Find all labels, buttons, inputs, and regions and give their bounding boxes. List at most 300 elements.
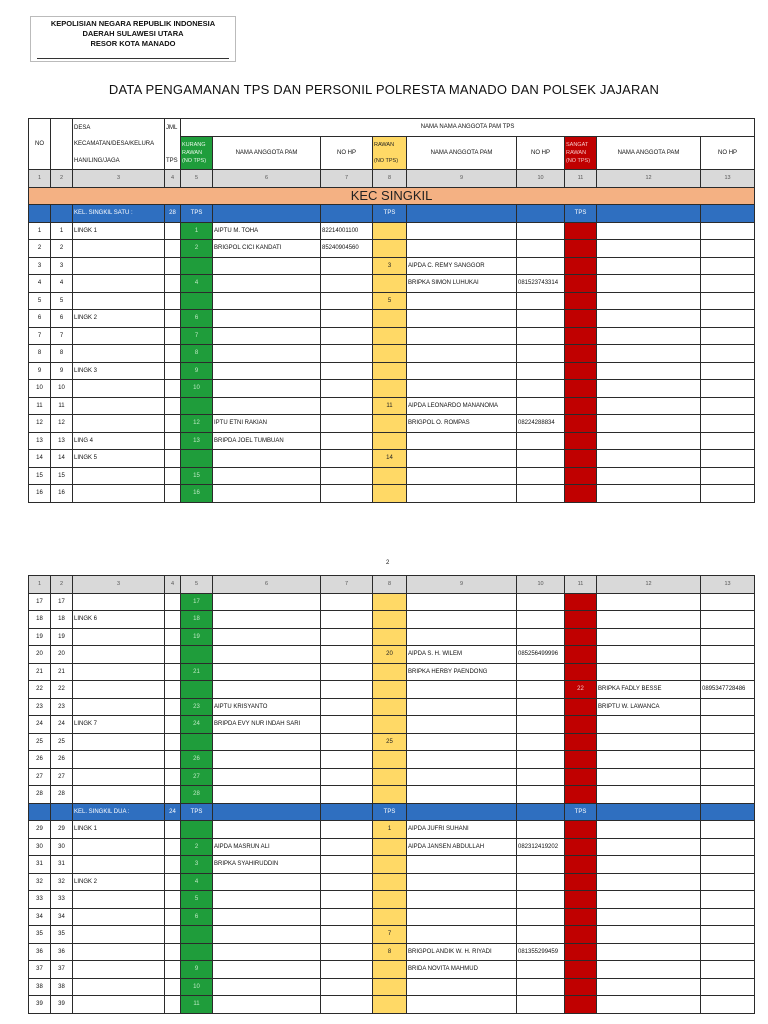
kelurahan-tps-kr: TPS bbox=[181, 803, 213, 821]
table-row bbox=[29, 327, 755, 345]
row-sangat-rawan bbox=[565, 450, 597, 468]
header-hp-3: NO HP bbox=[701, 136, 755, 170]
row-hp-1 bbox=[321, 646, 373, 664]
column-number: 8 bbox=[373, 170, 407, 188]
row-hp-3 bbox=[701, 891, 755, 909]
table-row bbox=[29, 733, 755, 751]
row-lingkungan bbox=[73, 681, 165, 699]
row-nama-1 bbox=[213, 978, 321, 996]
table-row bbox=[29, 257, 755, 275]
row-sangat-rawan bbox=[565, 240, 597, 258]
row-nama-1 bbox=[213, 467, 321, 485]
row-no: 19 bbox=[29, 628, 51, 646]
row-rawan bbox=[373, 345, 407, 363]
row-hp-1 bbox=[321, 681, 373, 699]
row-rawan bbox=[373, 275, 407, 293]
row-hp-3 bbox=[701, 751, 755, 769]
row-rawan bbox=[373, 681, 407, 699]
row-no: 28 bbox=[29, 786, 51, 804]
row-kurang-rawan: 8 bbox=[181, 345, 213, 363]
row-no: 12 bbox=[29, 415, 51, 433]
row-hp-2 bbox=[517, 681, 565, 699]
header-jml-bot: TPS bbox=[165, 153, 181, 170]
row-hp-1 bbox=[321, 768, 373, 786]
kelurahan-name: KEL. SINGKIL DUA : bbox=[73, 803, 165, 821]
row-kurang-rawan: 2 bbox=[181, 838, 213, 856]
column-number-row bbox=[29, 576, 755, 594]
header-no: NO bbox=[29, 119, 51, 170]
column-number: 5 bbox=[181, 170, 213, 188]
row-no: 34 bbox=[29, 908, 51, 926]
row-lingkungan bbox=[73, 415, 165, 433]
row-hp-1 bbox=[321, 310, 373, 328]
row-sangat-rawan bbox=[565, 943, 597, 961]
row-jml bbox=[165, 485, 181, 503]
row-nama-2 bbox=[407, 733, 517, 751]
header-nama-2: NAMA ANGGOTA PAM bbox=[407, 136, 517, 170]
row-sub-no: 12 bbox=[51, 415, 73, 433]
row-nama-1 bbox=[213, 873, 321, 891]
row-sangat-rawan bbox=[565, 873, 597, 891]
row-rawan bbox=[373, 611, 407, 629]
row-rawan bbox=[373, 856, 407, 874]
row-hp-1 bbox=[321, 838, 373, 856]
row-sub-no: 31 bbox=[51, 856, 73, 874]
row-nama-3 bbox=[597, 751, 701, 769]
row-hp-1 bbox=[321, 786, 373, 804]
row-hp-2: 08224288834 bbox=[517, 415, 565, 433]
table-row bbox=[29, 996, 755, 1014]
row-no: 33 bbox=[29, 891, 51, 909]
row-jml bbox=[165, 450, 181, 468]
row-kurang-rawan bbox=[181, 681, 213, 699]
row-no: 32 bbox=[29, 873, 51, 891]
row-hp-2 bbox=[517, 733, 565, 751]
row-nama-1 bbox=[213, 450, 321, 468]
row-hp-3 bbox=[701, 310, 755, 328]
row-rawan: 7 bbox=[373, 926, 407, 944]
row-hp-1: 85240904560 bbox=[321, 240, 373, 258]
row-hp-3 bbox=[701, 345, 755, 363]
kelurahan-jml: 24 bbox=[165, 803, 181, 821]
header-desa-top: DESA bbox=[73, 119, 165, 137]
row-lingkungan bbox=[73, 327, 165, 345]
row-lingkungan bbox=[73, 768, 165, 786]
row-nama-3 bbox=[597, 891, 701, 909]
kelurahan-name: KEL. SINGKIL SATU : bbox=[73, 205, 165, 223]
row-nama-1 bbox=[213, 628, 321, 646]
row-jml bbox=[165, 310, 181, 328]
kelurahan-blank bbox=[213, 803, 321, 821]
row-nama-3 bbox=[597, 768, 701, 786]
column-number: 8 bbox=[373, 576, 407, 594]
header-sangat-rawan: SANGAT RAWAN (NO TPS) bbox=[565, 136, 597, 170]
row-jml bbox=[165, 240, 181, 258]
row-nama-2: BRIDA NOVITA MAHMUD bbox=[407, 961, 517, 979]
row-rawan: 11 bbox=[373, 397, 407, 415]
row-lingkungan bbox=[73, 467, 165, 485]
table-row bbox=[29, 292, 755, 310]
kelurahan-tps-rw: TPS bbox=[373, 205, 407, 223]
row-hp-1: 82214001100 bbox=[321, 222, 373, 240]
row-hp-3 bbox=[701, 611, 755, 629]
row-hp-1 bbox=[321, 467, 373, 485]
row-jml bbox=[165, 961, 181, 979]
table-row bbox=[29, 943, 755, 961]
row-nama-2 bbox=[407, 310, 517, 328]
column-number: 12 bbox=[597, 576, 701, 594]
table-row bbox=[29, 240, 755, 258]
row-sub-no: 23 bbox=[51, 698, 73, 716]
letterhead-line-1: KEPOLISIAN NEGARA REPUBLIK INDONESIA bbox=[50, 19, 216, 28]
row-nama-1 bbox=[213, 327, 321, 345]
row-hp-2 bbox=[517, 628, 565, 646]
row-nama-2 bbox=[407, 611, 517, 629]
row-no: 20 bbox=[29, 646, 51, 664]
row-nama-3 bbox=[597, 873, 701, 891]
row-kurang-rawan: 4 bbox=[181, 275, 213, 293]
header-nama-3: NAMA ANGGOTA PAM bbox=[597, 136, 701, 170]
letterhead bbox=[30, 16, 236, 62]
row-hp-3 bbox=[701, 397, 755, 415]
row-no: 17 bbox=[29, 593, 51, 611]
row-jml bbox=[165, 663, 181, 681]
row-lingkungan: LINGK 1 bbox=[73, 222, 165, 240]
row-no: 30 bbox=[29, 838, 51, 856]
row-sangat-rawan bbox=[565, 961, 597, 979]
row-sub-no: 28 bbox=[51, 786, 73, 804]
row-hp-2 bbox=[517, 397, 565, 415]
row-kurang-rawan: 12 bbox=[181, 415, 213, 433]
row-nama-1 bbox=[213, 485, 321, 503]
row-nama-1 bbox=[213, 768, 321, 786]
row-nama-3 bbox=[597, 275, 701, 293]
row-sangat-rawan bbox=[565, 663, 597, 681]
column-number: 6 bbox=[213, 576, 321, 594]
row-jml bbox=[165, 415, 181, 433]
row-no: 29 bbox=[29, 821, 51, 839]
row-sangat-rawan bbox=[565, 891, 597, 909]
row-hp-3 bbox=[701, 485, 755, 503]
row-nama-3 bbox=[597, 611, 701, 629]
row-hp-2 bbox=[517, 485, 565, 503]
row-hp-1 bbox=[321, 891, 373, 909]
row-hp-1 bbox=[321, 380, 373, 398]
row-nama-1: BRIPDA EVY NUR INDAH SARI bbox=[213, 716, 321, 734]
row-kurang-rawan: 1 bbox=[181, 222, 213, 240]
row-no: 18 bbox=[29, 611, 51, 629]
table-row bbox=[29, 485, 755, 503]
row-nama-2: BRIGPOL O. ROMPAS bbox=[407, 415, 517, 433]
row-sangat-rawan bbox=[565, 485, 597, 503]
row-sangat-rawan bbox=[565, 432, 597, 450]
row-rawan bbox=[373, 593, 407, 611]
row-hp-1 bbox=[321, 327, 373, 345]
row-hp-2 bbox=[517, 891, 565, 909]
row-hp-1 bbox=[321, 292, 373, 310]
row-nama-1 bbox=[213, 362, 321, 380]
row-hp-1 bbox=[321, 978, 373, 996]
row-nama-1: AIPDA MASRUN ALI bbox=[213, 838, 321, 856]
table-row bbox=[29, 926, 755, 944]
row-hp-2: 081355299459 bbox=[517, 943, 565, 961]
table-row bbox=[29, 362, 755, 380]
row-nama-2: AIPDA S. H. WILEM bbox=[407, 646, 517, 664]
row-sangat-rawan bbox=[565, 996, 597, 1014]
row-lingkungan bbox=[73, 908, 165, 926]
row-nama-1 bbox=[213, 663, 321, 681]
table-row bbox=[29, 275, 755, 293]
row-nama-2: BRIPKA SIMON LUHUKAI bbox=[407, 275, 517, 293]
row-sub-no: 38 bbox=[51, 978, 73, 996]
row-jml bbox=[165, 996, 181, 1014]
row-sangat-rawan bbox=[565, 275, 597, 293]
row-nama-1 bbox=[213, 257, 321, 275]
row-no: 13 bbox=[29, 432, 51, 450]
row-lingkungan bbox=[73, 786, 165, 804]
row-lingkungan bbox=[73, 838, 165, 856]
row-no: 21 bbox=[29, 663, 51, 681]
row-nama-2: BRIGPOL ANDIK W. H. RIYADI bbox=[407, 943, 517, 961]
column-number: 7 bbox=[321, 576, 373, 594]
row-sub-no: 35 bbox=[51, 926, 73, 944]
row-kurang-rawan: 13 bbox=[181, 432, 213, 450]
row-kurang-rawan: 2 bbox=[181, 240, 213, 258]
row-sangat-rawan bbox=[565, 593, 597, 611]
row-rawan bbox=[373, 996, 407, 1014]
row-hp-3 bbox=[701, 240, 755, 258]
header-hp-2: NO HP bbox=[517, 136, 565, 170]
row-rawan bbox=[373, 310, 407, 328]
row-no: 24 bbox=[29, 716, 51, 734]
row-kurang-rawan: 9 bbox=[181, 362, 213, 380]
row-hp-3 bbox=[701, 786, 755, 804]
row-nama-3 bbox=[597, 593, 701, 611]
row-kurang-rawan bbox=[181, 397, 213, 415]
row-kurang-rawan: 21 bbox=[181, 663, 213, 681]
row-rawan bbox=[373, 432, 407, 450]
row-sub-no: 32 bbox=[51, 873, 73, 891]
row-nama-3 bbox=[597, 838, 701, 856]
kelurahan-row-1 bbox=[29, 205, 755, 223]
row-lingkungan bbox=[73, 856, 165, 874]
row-jml bbox=[165, 838, 181, 856]
row-nama-3 bbox=[597, 943, 701, 961]
row-hp-2: 085256499996 bbox=[517, 646, 565, 664]
row-hp-3 bbox=[701, 628, 755, 646]
row-hp-1 bbox=[321, 362, 373, 380]
row-hp-3 bbox=[701, 467, 755, 485]
row-hp-3 bbox=[701, 663, 755, 681]
row-nama-3 bbox=[597, 961, 701, 979]
row-nama-1 bbox=[213, 275, 321, 293]
row-no: 38 bbox=[29, 978, 51, 996]
row-nama-3 bbox=[597, 663, 701, 681]
row-nama-3 bbox=[597, 485, 701, 503]
row-lingkungan bbox=[73, 257, 165, 275]
row-hp-2 bbox=[517, 716, 565, 734]
row-rawan bbox=[373, 908, 407, 926]
row-nama-3 bbox=[597, 380, 701, 398]
kelurahan-blank bbox=[517, 803, 565, 821]
row-sub-no: 34 bbox=[51, 908, 73, 926]
row-rawan bbox=[373, 628, 407, 646]
row-nama-3 bbox=[597, 646, 701, 664]
row-lingkungan bbox=[73, 698, 165, 716]
row-hp-1 bbox=[321, 345, 373, 363]
row-jml bbox=[165, 257, 181, 275]
kelurahan-blank bbox=[597, 803, 701, 821]
row-lingkungan bbox=[73, 943, 165, 961]
row-kurang-rawan: 27 bbox=[181, 768, 213, 786]
table-row bbox=[29, 450, 755, 468]
row-sub-no: 36 bbox=[51, 943, 73, 961]
row-rawan bbox=[373, 415, 407, 433]
row-hp-2 bbox=[517, 222, 565, 240]
row-jml bbox=[165, 628, 181, 646]
page-number: 2 bbox=[386, 560, 390, 566]
row-hp-2 bbox=[517, 856, 565, 874]
row-sangat-rawan bbox=[565, 838, 597, 856]
column-number: 9 bbox=[407, 576, 517, 594]
row-rawan: 8 bbox=[373, 943, 407, 961]
row-jml bbox=[165, 926, 181, 944]
row-sub-no: 6 bbox=[51, 310, 73, 328]
row-jml bbox=[165, 856, 181, 874]
header-blank bbox=[51, 119, 73, 170]
column-number: 13 bbox=[701, 170, 755, 188]
row-hp-2: 082312419202 bbox=[517, 838, 565, 856]
row-sangat-rawan bbox=[565, 821, 597, 839]
row-jml bbox=[165, 222, 181, 240]
table-row bbox=[29, 593, 755, 611]
row-no: 37 bbox=[29, 961, 51, 979]
row-nama-2 bbox=[407, 485, 517, 503]
row-nama-1 bbox=[213, 751, 321, 769]
kelurahan-jml: 28 bbox=[165, 205, 181, 223]
row-no: 31 bbox=[29, 856, 51, 874]
row-nama-2 bbox=[407, 292, 517, 310]
row-no: 4 bbox=[29, 275, 51, 293]
row-nama-3 bbox=[597, 856, 701, 874]
row-hp-2 bbox=[517, 873, 565, 891]
row-hp-3 bbox=[701, 838, 755, 856]
row-lingkungan bbox=[73, 926, 165, 944]
column-number: 10 bbox=[517, 576, 565, 594]
row-nama-1: IPTU ETNI RAKIAN bbox=[213, 415, 321, 433]
column-number: 4 bbox=[165, 170, 181, 188]
row-sangat-rawan bbox=[565, 733, 597, 751]
row-sangat-rawan bbox=[565, 978, 597, 996]
header-nama-1: NAMA ANGGOTA PAM bbox=[213, 136, 321, 170]
row-no: 16 bbox=[29, 485, 51, 503]
row-jml bbox=[165, 380, 181, 398]
row-nama-1: AIPTU KRISYANTO bbox=[213, 698, 321, 716]
row-jml bbox=[165, 593, 181, 611]
row-hp-1 bbox=[321, 485, 373, 503]
row-sangat-rawan: 22 bbox=[565, 681, 597, 699]
row-nama-2 bbox=[407, 716, 517, 734]
row-kurang-rawan: 9 bbox=[181, 961, 213, 979]
row-sub-no: 13 bbox=[51, 432, 73, 450]
row-sangat-rawan bbox=[565, 310, 597, 328]
row-sangat-rawan bbox=[565, 768, 597, 786]
row-nama-1 bbox=[213, 345, 321, 363]
row-jml bbox=[165, 467, 181, 485]
row-kurang-rawan bbox=[181, 943, 213, 961]
row-nama-2 bbox=[407, 467, 517, 485]
row-no: 2 bbox=[29, 240, 51, 258]
row-sub-no: 21 bbox=[51, 663, 73, 681]
row-sangat-rawan bbox=[565, 646, 597, 664]
row-hp-1 bbox=[321, 257, 373, 275]
row-kurang-rawan: 6 bbox=[181, 310, 213, 328]
table-row bbox=[29, 821, 755, 839]
row-sangat-rawan bbox=[565, 751, 597, 769]
row-nama-1 bbox=[213, 646, 321, 664]
row-hp-1 bbox=[321, 611, 373, 629]
row-lingkungan bbox=[73, 485, 165, 503]
row-nama-2 bbox=[407, 856, 517, 874]
row-hp-1 bbox=[321, 450, 373, 468]
row-lingkungan bbox=[73, 751, 165, 769]
row-no: 8 bbox=[29, 345, 51, 363]
column-number-row bbox=[29, 170, 755, 188]
header-desa-mid: KECAMATAN/DESA/KELURA bbox=[73, 136, 165, 153]
row-jml bbox=[165, 716, 181, 734]
row-nama-2 bbox=[407, 327, 517, 345]
row-hp-1 bbox=[321, 908, 373, 926]
row-nama-2 bbox=[407, 698, 517, 716]
row-nama-1 bbox=[213, 310, 321, 328]
row-jml bbox=[165, 751, 181, 769]
table-row bbox=[29, 310, 755, 328]
row-hp-2: 081523743314 bbox=[517, 275, 565, 293]
row-rawan bbox=[373, 362, 407, 380]
row-kurang-rawan bbox=[181, 450, 213, 468]
row-hp-2 bbox=[517, 240, 565, 258]
row-nama-3 bbox=[597, 467, 701, 485]
row-nama-2 bbox=[407, 996, 517, 1014]
row-nama-1 bbox=[213, 380, 321, 398]
kelurahan-row-2 bbox=[29, 803, 755, 821]
row-sub-no: 5 bbox=[51, 292, 73, 310]
row-rawan bbox=[373, 891, 407, 909]
header-rawan: RAWAN (NO TPS) bbox=[373, 136, 407, 170]
row-lingkungan bbox=[73, 380, 165, 398]
row-sangat-rawan bbox=[565, 926, 597, 944]
row-lingkungan bbox=[73, 275, 165, 293]
row-kurang-rawan: 19 bbox=[181, 628, 213, 646]
row-sub-no: 18 bbox=[51, 611, 73, 629]
table-row bbox=[29, 222, 755, 240]
row-hp-2 bbox=[517, 257, 565, 275]
row-sangat-rawan bbox=[565, 257, 597, 275]
row-hp-2 bbox=[517, 450, 565, 468]
row-nama-1 bbox=[213, 733, 321, 751]
row-hp-2 bbox=[517, 345, 565, 363]
row-rawan bbox=[373, 786, 407, 804]
row-sub-no: 39 bbox=[51, 996, 73, 1014]
row-hp-3 bbox=[701, 450, 755, 468]
row-sangat-rawan bbox=[565, 611, 597, 629]
kecamatan-name: KEC SINGKIL bbox=[29, 187, 755, 205]
row-no: 26 bbox=[29, 751, 51, 769]
row-nama-1 bbox=[213, 908, 321, 926]
row-nama-3 bbox=[597, 362, 701, 380]
row-hp-3 bbox=[701, 873, 755, 891]
row-rawan: 3 bbox=[373, 257, 407, 275]
